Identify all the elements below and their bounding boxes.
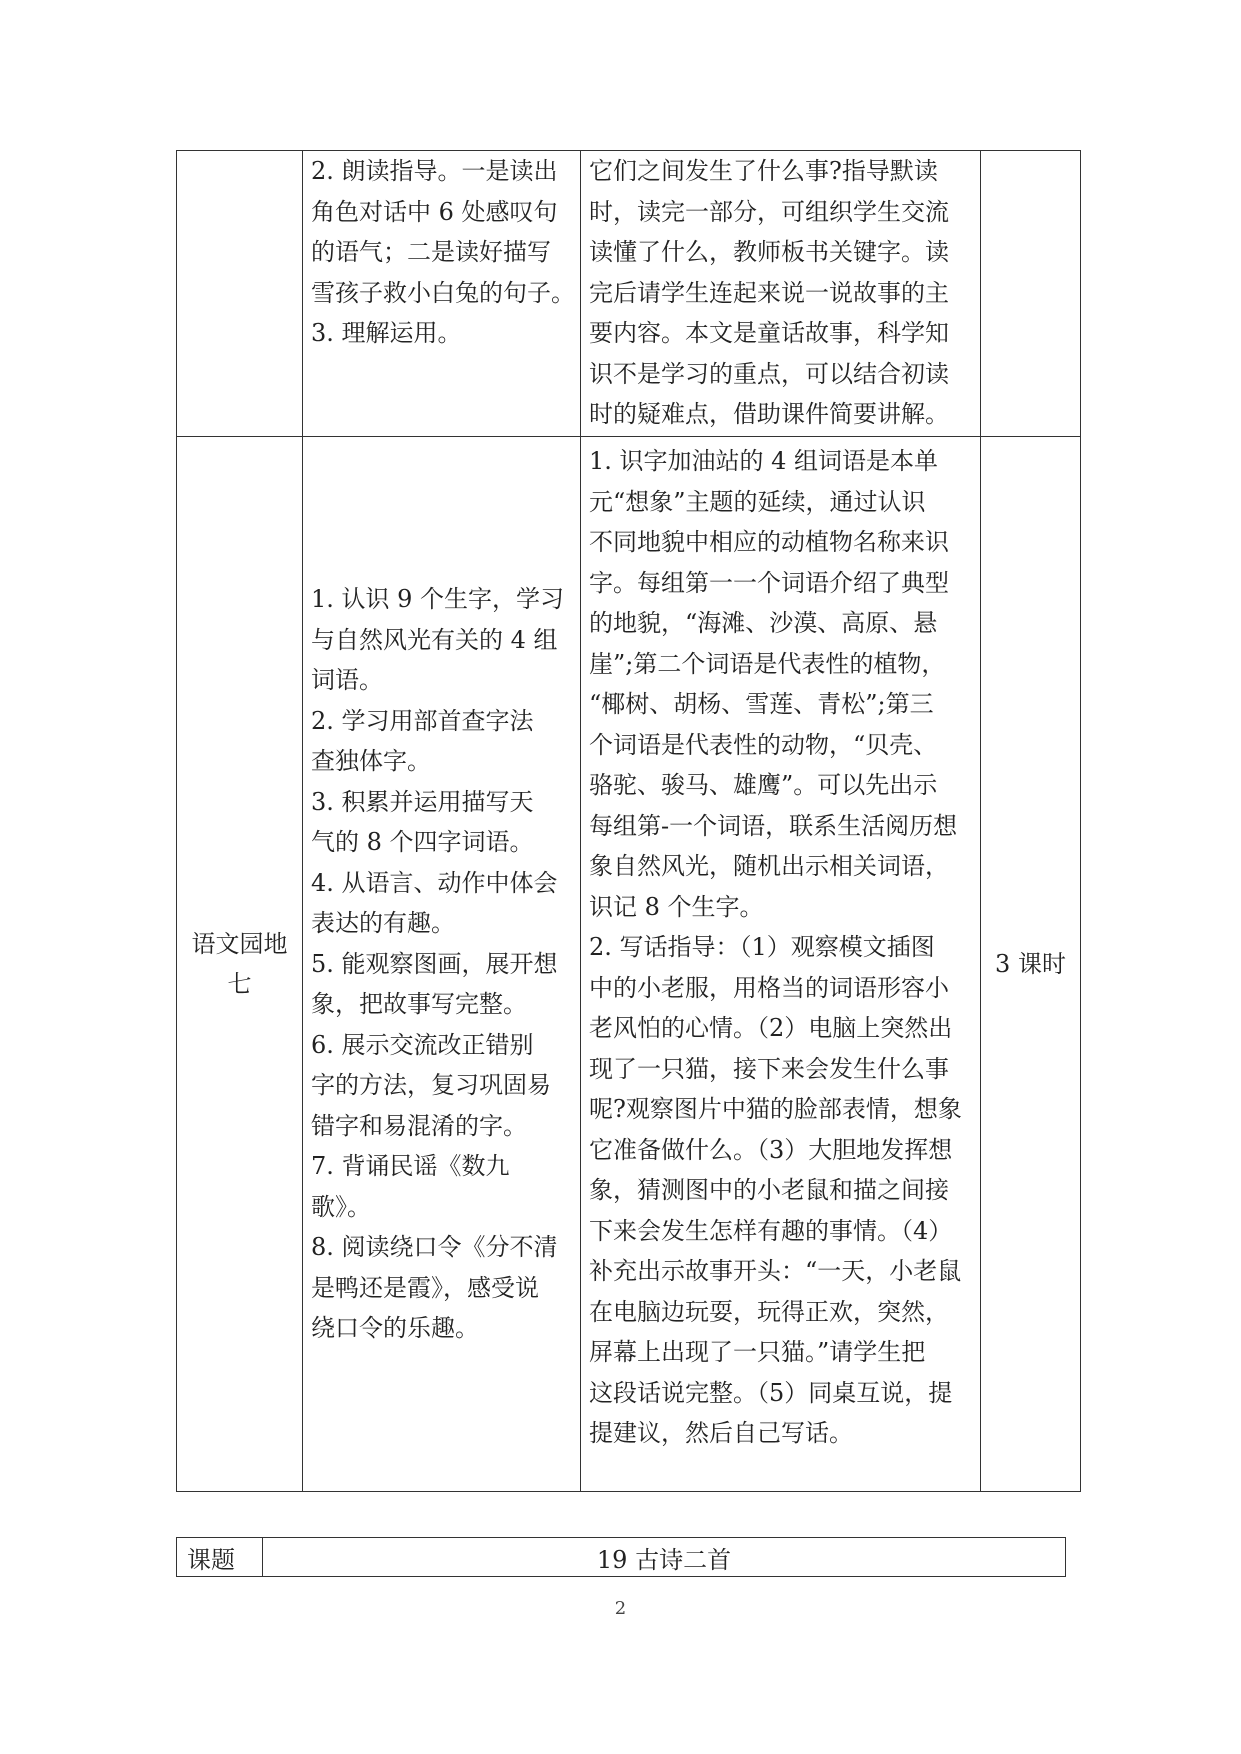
goals-line: 1. 认识 9 个生字，学习 (311, 585, 565, 614)
suggestion-line: 要内容。本文是童话故事，科学知 (589, 319, 949, 347)
suggestion-line: 读懂了什么，教师板书关键字。读 (589, 238, 949, 266)
page-number: 2 (614, 1598, 627, 1619)
topic-value: 19 古诗二首 (263, 1538, 1066, 1577)
suggestion-line: 识记 8 个生字。 (589, 892, 764, 921)
suggestion-line: 2. 写话指导：（1）观察模文插图 (589, 933, 935, 961)
hours-cell (981, 437, 1081, 1492)
suggestion-line: 的地貌，“海滩、沙漠、高原、悬 (589, 609, 938, 637)
suggestion-line: 识不是学习的重点，可以结合初读 (589, 359, 949, 388)
suggestion-line: 提建议，然后自己写话。 (589, 1419, 853, 1447)
lesson-cell (177, 151, 303, 437)
lesson-plan-table (176, 150, 1081, 1492)
goals-cell (303, 151, 581, 437)
suggestion-line: 1. 识字加油站的 4 组词语是本单 (589, 447, 939, 475)
goals-line: 角色对话中 6 处感叹句 (311, 197, 558, 226)
goals-line: 词语。 (311, 666, 383, 695)
goals-line: 2. 朗读指导。一是读出 (311, 157, 558, 185)
suggestion-line: 元“想象”主题的延续，通过认识 (589, 487, 926, 516)
goals-line: 字的方法，复习巩固易 (311, 1071, 551, 1100)
suggestions-cell (581, 437, 981, 1492)
table-row (177, 437, 1081, 1492)
goals-cell (303, 437, 581, 1492)
goals-line: 表达的有趣。 (311, 909, 455, 938)
goals-line: 7. 背诵民谣《数九 (311, 1152, 510, 1181)
suggestion-line: 老风怕的心情。（2）电脑上突然出 (589, 1014, 953, 1042)
suggestion-line: 补充出示故事开头：“一天，小老鼠 (589, 1257, 962, 1285)
suggestion-line: “椰树、胡杨、雪莲、青松”;第三 (589, 690, 934, 718)
goals-line: 查独体字。 (311, 747, 431, 776)
goals-line: 是鸭还是霞》，感受说 (311, 1273, 539, 1302)
hours-cell (981, 151, 1081, 437)
suggestion-line: 每组第-一个词语，联系生活阅历想 (589, 811, 958, 840)
suggestion-line: 时的疑难点，借助课件简要讲解。 (589, 400, 949, 428)
suggestion-line: 呢?观察图片中猫的脸部表情，想象 (589, 1095, 962, 1123)
suggestion-line: 不同地貌中相应的动植物名称来识 (589, 528, 949, 556)
goals-line: 错字和易混淆的字。 (311, 1111, 527, 1140)
goals-line: 3. 理解运用。 (311, 319, 462, 347)
goals-line: 4. 从语言、动作中体会 (311, 868, 558, 897)
lesson-title-line: 语文园地 (191, 929, 288, 958)
suggestion-line: 中的小老服，用格当的词语形容小 (589, 973, 949, 1002)
suggestion-line: 它准备做什么。（3）大胆地发挥想 (589, 1135, 953, 1164)
suggestion-line: 骆驼、骏马、雄鹰”。可以先出示 (589, 771, 938, 799)
goals-line: 雪孩子救小白兔的句子。 (311, 278, 575, 307)
topic-label: 课题 (177, 1538, 263, 1577)
suggestion-line: 下来会发生怎样有趣的事情。（4） (589, 1216, 953, 1245)
goals-line: 绕口令的乐趣。 (311, 1314, 479, 1343)
goals-line: 8. 阅读绕口令《分不清 (311, 1233, 558, 1262)
goals-line: 歌》。 (311, 1192, 371, 1221)
suggestion-line: 字。每组第一一个词语介绍了典型 (589, 568, 949, 597)
suggestion-line: 象，猜测图中的小老鼠和描之间接 (589, 1176, 949, 1204)
goals-line: 象，把故事写完整。 (311, 990, 527, 1019)
lesson-title-line: 七 (227, 970, 252, 998)
table-row (177, 1538, 1066, 1577)
suggestion-line: 在电脑边玩耍，玩得正欢，突然， (589, 1297, 949, 1326)
suggestion-line: 象自然风光，随机出示相关词语， (589, 852, 949, 880)
suggestion-line: 时，读完一部分，可组织学生交流 (589, 197, 949, 226)
goals-line: 2. 学习用部首查字法 (311, 706, 534, 735)
suggestions-cell (581, 151, 981, 437)
suggestion-line: 个词语是代表性的动物，“贝壳、 (589, 730, 938, 759)
suggestion-line: 完后请学生连起来说一说故事的主 (589, 278, 949, 307)
suggestion-line: 它们之间发生了什么事?指导默读 (589, 157, 938, 185)
suggestion-line: 崖”;第二个词语是代表性的植物， (589, 649, 946, 678)
table-row (177, 151, 1081, 437)
suggestion-line: 这段话说完整。（5）同桌互说，提 (589, 1378, 953, 1407)
goals-line: 与自然风光有关的 4 组 (311, 625, 558, 654)
hours-value: 3 课时 (995, 949, 1066, 978)
goals-line: 3. 积累并运用描写天 (311, 787, 534, 816)
goals-line: 的语气；二是读好描写 (311, 238, 551, 266)
goals-line: 6. 展示交流改正错别 (311, 1030, 534, 1059)
goals-line: 5. 能观察图画，展开想 (311, 949, 558, 978)
topic-table (176, 1537, 1066, 1577)
suggestion-line: 现了一只猫，接下来会发生什么事 (589, 1054, 949, 1083)
lesson-cell (177, 437, 303, 1492)
suggestion-line: 屏幕上出现了一只猫。”请学生把 (589, 1338, 926, 1366)
goals-line: 气的 8 个四字词语。 (311, 828, 534, 857)
